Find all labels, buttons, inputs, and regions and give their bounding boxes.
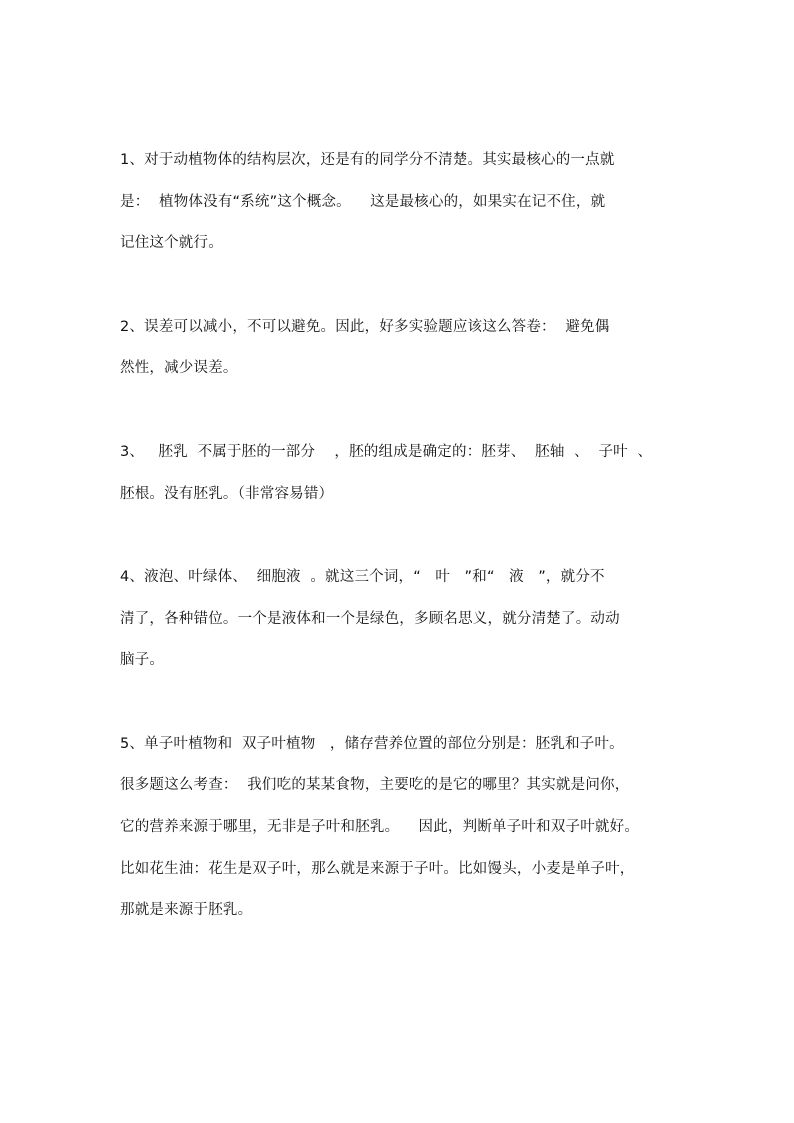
paragraph-line: 很多题这么考查： 我们吃的某某食物，主要吃的是它的哪里？其实就是问你， xyxy=(120,777,630,793)
paragraph-line: 比如花生油：花生是双子叶，那么就是来源于子叶。比如馒头，小麦是单子叶， xyxy=(120,861,635,877)
paragraph-line: 记住这个就行。 xyxy=(120,235,223,251)
paragraph-line: 它的营养来源于哪里，无非是子叶和胚乳。 因此，判断单子叶和双子叶就好。 xyxy=(120,819,640,835)
paragraph-line: 3、 胚乳 不属于胚的一部分 ，胚的组成是确定的：胚芽、 胚轴 、 子叶 、 xyxy=(120,444,653,460)
paragraph-line: 4、液泡、叶绿体、 细胞液 。就这三个词，“ 叶 ”和“ 液 ”，就分不 xyxy=(120,569,605,585)
paragraph-line: 1、对于动植物体的结构层次，还是有的同学分不清楚。其实最核心的一点就 xyxy=(120,152,615,168)
paragraph-line: 那就是来源于胚乳。 xyxy=(120,902,253,918)
paragraph-line: 清了，各种错位。一个是液体和一个是绿色，多顾名思义，就分清楚了。动动 xyxy=(120,611,620,627)
paragraph-line: 5、单子叶植物和 双子叶植物 ，储存营养位置的部位分别是：胚乳和子叶。 xyxy=(120,736,624,752)
paragraph-line: 2、误差可以减小，不可以避免。因此，好多实验题应该这么答卷： 避免偶 xyxy=(120,319,610,335)
paragraph-line: 脑子。 xyxy=(120,652,165,668)
paragraph-line: 是： 植物体没有“系统”这个概念。 这是最核心的，如果实在记不住，就 xyxy=(120,194,606,210)
paragraph-line: 胚根。没有胚乳。（非常容易错） xyxy=(120,486,334,502)
paragraph-line: 然性，减少误差。 xyxy=(120,360,238,376)
